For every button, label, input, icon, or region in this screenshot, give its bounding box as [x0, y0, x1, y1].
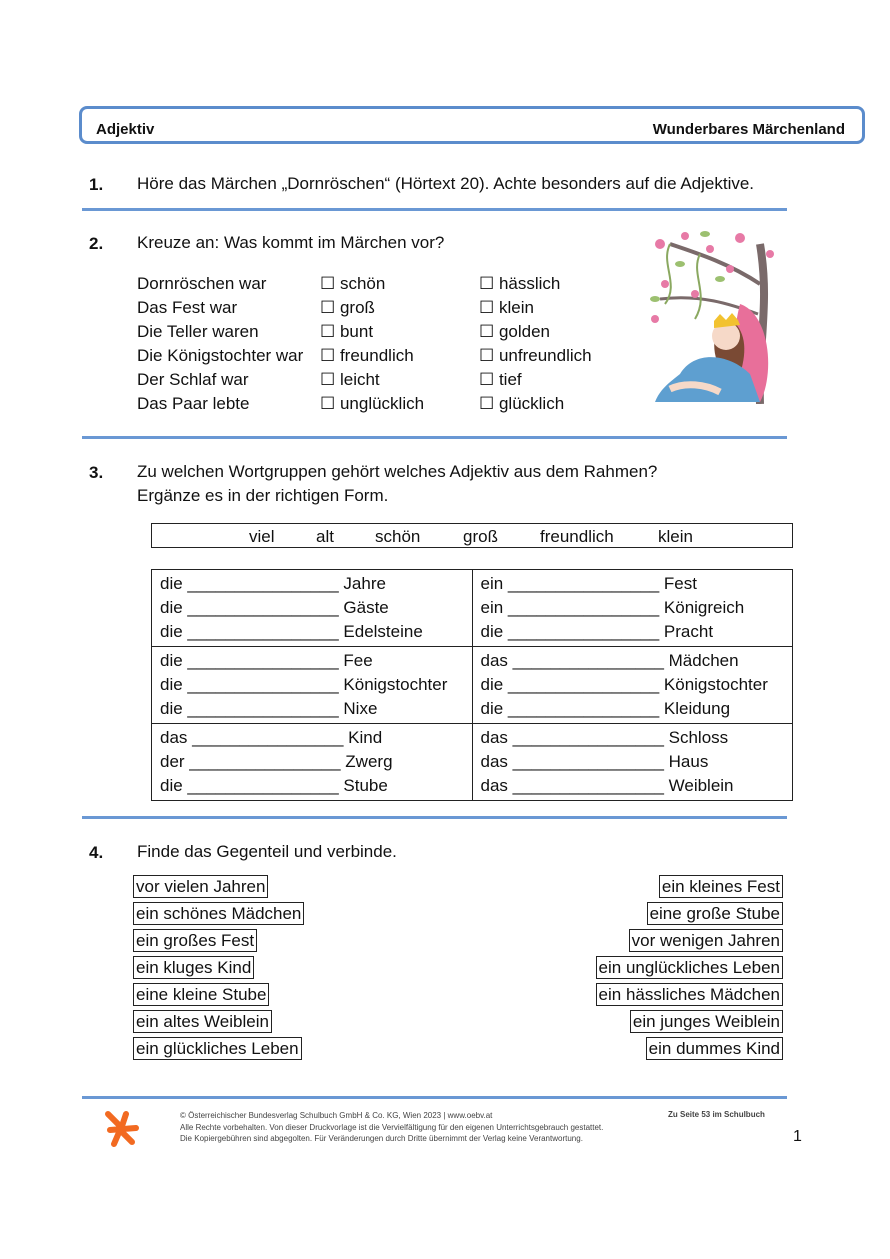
table-cell[interactable] — [152, 724, 473, 801]
divider — [82, 816, 787, 819]
table-cell[interactable] — [472, 570, 793, 647]
checkbox-option[interactable]: ☐ leicht — [320, 370, 380, 389]
copyright-line: Die Kopiergebühren sind abgegolten. Für Veränderungen durch Dritte übernimmt der Verlag keine Verantwortung. — [180, 1134, 583, 1143]
fill-line: die ________________ Königstochter — [160, 675, 448, 694]
word-box-item: schön — [375, 527, 421, 546]
task4-text: Finde das Gegenteil und verbinde. — [137, 842, 397, 861]
fill-line: das ________________ Weiblein — [480, 776, 734, 795]
match-item-left[interactable]: vor vielen Jahren — [133, 875, 268, 898]
fill-line: die ________________ Kleidung — [480, 699, 731, 718]
table-cell[interactable] — [472, 647, 793, 724]
checklist-subject: Der Schlaf war — [137, 370, 249, 389]
table-row — [152, 647, 793, 724]
checklist-subject: Dornröschen war — [137, 274, 267, 293]
task2-number: 2. — [89, 234, 104, 253]
checklist-subject: Das Paar lebte — [137, 394, 250, 413]
textbook-reference: Zu Seite 53 im Schulbuch — [668, 1110, 765, 1119]
match-item-right[interactable]: ein junges Weiblein — [630, 1010, 783, 1033]
fill-line: das ________________ Schloss — [480, 728, 729, 747]
fill-line: das ________________ Mädchen — [480, 651, 739, 670]
match-item-left[interactable]: ein großes Fest — [133, 929, 257, 952]
checkbox-option[interactable]: ☐ schön — [320, 274, 386, 293]
divider — [82, 1096, 787, 1099]
table-row — [152, 570, 793, 647]
fill-line: das ________________ Kind — [160, 728, 383, 747]
checkbox-option[interactable]: ☐ klein — [479, 298, 534, 317]
table-cell[interactable] — [472, 724, 793, 801]
checkbox-option[interactable]: ☐ glücklich — [479, 394, 565, 413]
checklist-subject: Die Teller waren — [137, 322, 259, 341]
fill-line: die ________________ Pracht — [480, 622, 714, 641]
publisher-logo-icon — [104, 1108, 140, 1148]
checkbox-option[interactable]: ☐ unglücklich — [320, 394, 425, 413]
fill-line: die ________________ Jahre — [160, 574, 386, 593]
page-number: 1 — [793, 1128, 802, 1145]
match-item-right[interactable]: vor wenigen Jahren — [629, 929, 783, 952]
checkbox-option[interactable]: ☐ tief — [479, 370, 522, 389]
task1-number: 1. — [89, 175, 104, 194]
unit-title: Wunderbares Märchenland — [652, 121, 845, 138]
match-item-right[interactable]: ein unglückliches Leben — [596, 956, 783, 979]
fill-line: die ________________ Edelsteine — [160, 622, 423, 641]
match-item-left[interactable]: ein schönes Mädchen — [133, 902, 304, 925]
table-cell[interactable] — [152, 647, 473, 724]
task3-line2: Ergänze es in der richtigen Form. — [137, 486, 389, 505]
fill-line: der ________________ Zwerg — [160, 752, 393, 771]
fill-line: ein ________________ Königreich — [480, 598, 745, 617]
match-item-right[interactable]: eine große Stube — [647, 902, 783, 925]
fill-line: das ________________ Haus — [480, 752, 709, 771]
checkbox-option[interactable]: ☐ groß — [320, 298, 375, 317]
topic-label: Adjektiv — [96, 121, 155, 138]
task2-text: Kreuze an: Was kommt im Märchen vor? — [137, 233, 445, 252]
divider — [82, 436, 787, 439]
fill-in-table — [151, 569, 793, 801]
match-item-right[interactable]: ein kleines Fest — [659, 875, 783, 898]
task1-text: Höre das Märchen „Dornröschen“ (Hörtext 20). Achte besonders auf die Adjektive. — [137, 174, 755, 193]
fill-line: die ________________ Fee — [160, 651, 373, 670]
fill-line: die ________________ Gäste — [160, 598, 389, 617]
match-item-left[interactable]: ein glückliches Leben — [133, 1037, 302, 1060]
checklist-subject: Die Königstochter war — [137, 346, 304, 365]
fill-line: die ________________ Königstochter — [480, 675, 768, 694]
checkbox-option[interactable]: ☐ bunt — [320, 322, 374, 341]
copyright-line: © Österreichischer Bundesverlag Schulbuch GmbH & Co. KG, Wien 2023 | www.oebv.at — [180, 1111, 493, 1120]
match-item-right[interactable]: ein hässliches Mädchen — [596, 983, 783, 1006]
word-box-item: alt — [316, 527, 334, 546]
copyright-line: Alle Rechte vorbehalten. Von dieser Druckvorlage ist die Vervielfältigung für den eigenen Unterrichtsgebrauch gestattet. — [180, 1122, 604, 1132]
checkbox-option[interactable]: ☐ freundlich — [320, 346, 414, 365]
match-item-right[interactable]: ein dummes Kind — [646, 1037, 783, 1060]
divider — [82, 208, 787, 211]
match-item-left[interactable]: ein altes Weiblein — [133, 1010, 272, 1033]
word-box-item: groß — [463, 527, 498, 546]
copyright-notice — [180, 1110, 603, 1145]
word-box-item: klein — [658, 527, 693, 546]
match-item-left[interactable]: ein kluges Kind — [133, 956, 254, 979]
match-item-left[interactable]: eine kleine Stube — [133, 983, 269, 1006]
sleeping-princess-illustration — [640, 224, 780, 404]
table-row — [152, 724, 793, 801]
checklist-subject: Das Fest war — [137, 298, 238, 317]
checkbox-option[interactable]: ☐ unfreundlich — [479, 346, 592, 365]
checkbox-option[interactable]: ☐ hässlich — [479, 274, 561, 293]
word-box-item: viel — [249, 527, 275, 546]
adjective-word-box — [151, 523, 793, 548]
word-box-item: freundlich — [540, 527, 614, 546]
task3-line1: Zu welchen Wortgruppen gehört welches Adjektiv aus dem Rahmen? — [137, 462, 658, 481]
checkbox-option[interactable]: ☐ golden — [479, 322, 551, 341]
fill-line: ein ________________ Fest — [480, 574, 697, 593]
task3-number: 3. — [89, 463, 104, 482]
table-cell[interactable] — [152, 570, 473, 647]
task4-number: 4. — [89, 843, 104, 862]
fill-line: die ________________ Stube — [160, 776, 388, 795]
fill-line: die ________________ Nixe — [160, 699, 378, 718]
